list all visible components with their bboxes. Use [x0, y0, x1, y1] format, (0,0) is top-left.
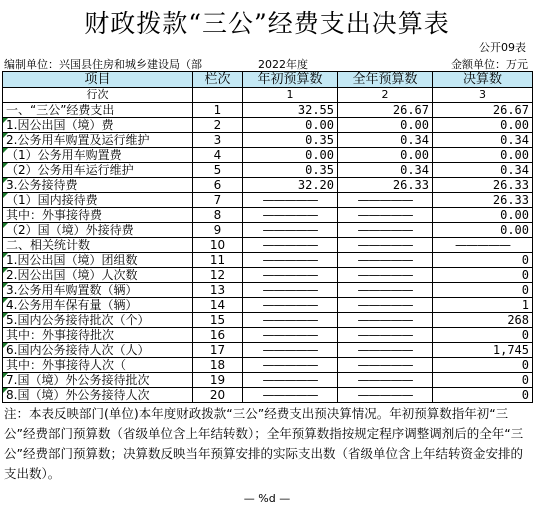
row-column-no: 19	[193, 373, 243, 388]
row-name: 5.国内公务接待批次（个）	[3, 313, 193, 328]
table-row	[3, 103, 533, 118]
row-annual-budget: 0.00	[338, 148, 433, 163]
row-column-no: 12	[193, 268, 243, 283]
row-final-account: 0	[433, 358, 533, 373]
row-annual-budget: —————	[338, 283, 433, 298]
row-name: 一、“三公”经费支出	[3, 103, 193, 118]
row-annual-budget: —————	[338, 343, 433, 358]
row-initial-budget: —————	[243, 253, 338, 268]
organization: 编制单位：兴国县住房和城乡建设局（部	[4, 58, 202, 71]
amount-unit: 金额单位：万元	[451, 58, 528, 71]
row-name: 二、相关统计数	[3, 238, 193, 253]
row-initial-budget: 32.55	[243, 103, 338, 118]
row-initial-budget: —————	[243, 223, 338, 238]
row-annual-budget: —————	[338, 268, 433, 283]
row-final-account: 1,745	[433, 343, 533, 358]
row-column-no: 16	[193, 328, 243, 343]
index-1: 1	[243, 88, 338, 103]
table-row	[3, 313, 533, 328]
expense-table	[2, 71, 533, 403]
row-final-account: 268	[433, 313, 533, 328]
header-annual-budget: 全年预算数	[338, 72, 433, 88]
table-row	[3, 118, 533, 133]
page-footer: — %d —	[243, 492, 291, 505]
row-column-no: 6	[193, 178, 243, 193]
row-column-no: 1	[193, 103, 243, 118]
row-column-no: 7	[193, 193, 243, 208]
row-column-no: 13	[193, 283, 243, 298]
row-final-account: 0	[433, 373, 533, 388]
row-final-account: 0	[433, 253, 533, 268]
row-final-account: 0.00	[433, 148, 533, 163]
row-initial-budget: 0.00	[243, 118, 338, 133]
row-final-account: 0.34	[433, 163, 533, 178]
row-initial-budget: —————	[243, 193, 338, 208]
row-column-no: 20	[193, 388, 243, 403]
row-annual-budget: —————	[338, 238, 433, 253]
row-final-account: 0.00	[433, 208, 533, 223]
table-row	[3, 328, 533, 343]
row-initial-budget: —————	[243, 343, 338, 358]
row-annual-budget: —————	[338, 313, 433, 328]
row-column-no: 2	[193, 118, 243, 133]
row-name: （1）国内接待费	[3, 193, 193, 208]
table-row	[3, 148, 533, 163]
table-row	[3, 388, 533, 403]
table-row	[3, 343, 533, 358]
row-annual-budget: 26.33	[338, 178, 433, 193]
row-initial-budget: —————	[243, 238, 338, 253]
row-name: 3.公务接待费	[3, 178, 193, 193]
row-annual-budget: —————	[338, 358, 433, 373]
row-name: （2）公务用车运行维护	[3, 163, 193, 178]
table-row	[3, 298, 533, 313]
row-initial-budget: —————	[243, 313, 338, 328]
row-annual-budget: 0.34	[338, 163, 433, 178]
row-annual-budget: —————	[338, 223, 433, 238]
row-column-no: 3	[193, 133, 243, 148]
row-initial-budget: —————	[243, 268, 338, 283]
table-row	[3, 373, 533, 388]
row-name: 其中：外事接待批次	[3, 328, 193, 343]
row-annual-budget: —————	[338, 208, 433, 223]
row-column-no: 5	[193, 163, 243, 178]
row-name: 8.国（境）外公务接待人次	[3, 388, 193, 403]
row-final-account: —————	[433, 238, 533, 253]
row-annual-budget: —————	[338, 328, 433, 343]
row-column-no: 8	[193, 208, 243, 223]
row-final-account: 26.67	[433, 103, 533, 118]
table-row	[3, 268, 533, 283]
row-column-no: 10	[193, 238, 243, 253]
table-row	[3, 283, 533, 298]
header-final-account: 决算数	[433, 72, 533, 88]
table-row	[3, 238, 533, 253]
row-initial-budget: 0.35	[243, 133, 338, 148]
header-row	[3, 72, 533, 88]
row-final-account: 0	[433, 388, 533, 403]
row-column-no: 4	[193, 148, 243, 163]
row-annual-budget: —————	[338, 298, 433, 313]
row-column-no: 17	[193, 343, 243, 358]
row-initial-budget: 0.00	[243, 148, 338, 163]
row-final-account: 26.33	[433, 193, 533, 208]
index-row	[3, 88, 533, 103]
index-label: 行次	[3, 88, 193, 103]
row-name: 1.因公出国（境）团组数	[3, 253, 193, 268]
row-column-no: 15	[193, 313, 243, 328]
row-annual-budget: —————	[338, 193, 433, 208]
fiscal-year: 2022年度	[258, 58, 308, 71]
row-initial-budget: 32.20	[243, 178, 338, 193]
row-name: 2.因公出国（境）人次数	[3, 268, 193, 283]
row-initial-budget: —————	[243, 328, 338, 343]
row-name: 2.公务用车购置及运行维护	[3, 133, 193, 148]
table-row	[3, 193, 533, 208]
row-initial-budget: —————	[243, 283, 338, 298]
index-blank	[193, 88, 243, 103]
table-row	[3, 163, 533, 178]
header-column-no: 栏次	[193, 72, 243, 88]
row-annual-budget: 0.00	[338, 118, 433, 133]
table-row	[3, 208, 533, 223]
row-initial-budget: —————	[243, 373, 338, 388]
table-row	[3, 133, 533, 148]
row-initial-budget: 0.35	[243, 163, 338, 178]
row-final-account: 1	[433, 298, 533, 313]
row-annual-budget: —————	[338, 253, 433, 268]
row-initial-budget: —————	[243, 298, 338, 313]
row-annual-budget: 26.67	[338, 103, 433, 118]
row-name: 其中：外事接待人次（	[3, 358, 193, 373]
table-row	[3, 358, 533, 373]
row-final-account: 0	[433, 268, 533, 283]
row-final-account: 0.34	[433, 133, 533, 148]
row-final-account: 0	[433, 283, 533, 298]
index-3: 3	[433, 88, 533, 103]
row-name: 其中：外事接待费	[3, 208, 193, 223]
row-initial-budget: —————	[243, 358, 338, 373]
header-item: 项目	[3, 72, 193, 88]
row-name: 3.公务用车购置数（辆）	[3, 283, 193, 298]
row-initial-budget: —————	[243, 388, 338, 403]
row-column-no: 9	[193, 223, 243, 238]
row-name: 7.国（境）外公务接待批次	[3, 373, 193, 388]
row-annual-budget: 0.34	[338, 133, 433, 148]
table-row	[3, 178, 533, 193]
row-annual-budget: —————	[338, 373, 433, 388]
table-row	[3, 223, 533, 238]
row-final-account: 0.00	[433, 223, 533, 238]
form-number: 公开09表	[479, 41, 526, 54]
row-column-no: 14	[193, 298, 243, 313]
row-name: 1.因公出国（境）费	[3, 118, 193, 133]
row-annual-budget: —————	[338, 388, 433, 403]
row-column-no: 11	[193, 253, 243, 268]
row-name: 4.公务用车保有量（辆）	[3, 298, 193, 313]
header-initial-budget: 年初预算数	[243, 72, 338, 88]
row-column-no: 18	[193, 358, 243, 373]
row-name: 6.国内公务接待人次（人）	[3, 343, 193, 358]
table-note: 注：本表反映部门(单位)本年度财政拨款“三公”经费支出预决算情况。年初预算数指年初“三公”经费部门预算数（省级单位含上年结转数）；全年预算数指按规定程序调整调剂后的全年“三公”经费部门预算数；决算数反映当年预算安排的实际支出数（省级单位含上年结转资金安排的支出数）。	[4, 406, 524, 481]
row-name: （2）国（境）外接待费	[3, 223, 193, 238]
row-initial-budget: —————	[243, 208, 338, 223]
row-final-account: 0.00	[433, 118, 533, 133]
table-row	[3, 253, 533, 268]
row-final-account: 26.33	[433, 178, 533, 193]
index-2: 2	[338, 88, 433, 103]
page-title: 财政拨款“三公”经费支出决算表	[84, 9, 450, 38]
row-final-account: 0	[433, 328, 533, 343]
row-name: （1）公务用车购置费	[3, 148, 193, 163]
